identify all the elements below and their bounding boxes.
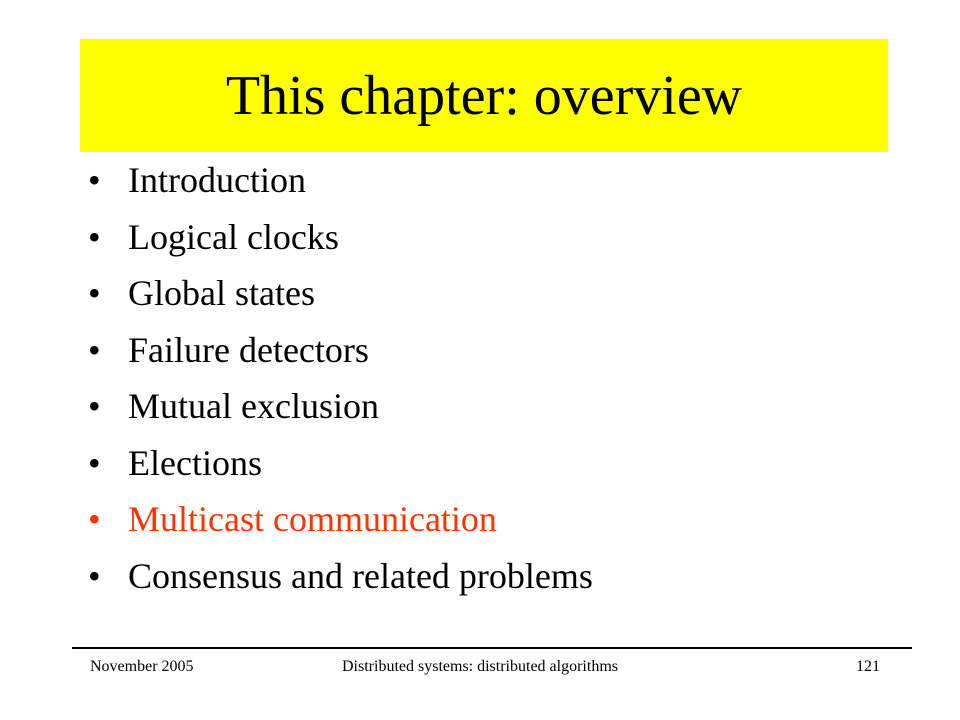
bullet-item-logical-clocks xyxy=(88,209,908,266)
bullet-text: Failure detectors xyxy=(128,329,369,370)
bullet-text: Introduction xyxy=(128,160,306,201)
bullet-text: Logical clocks xyxy=(128,216,339,257)
footer-topic: Distributed systems: distributed algorithms xyxy=(342,658,618,675)
footer-date: November 2005 xyxy=(90,658,194,675)
bullet-item-elections xyxy=(88,435,908,492)
bullet-dot-icon: • xyxy=(88,329,101,370)
bullet-item-multicast-communication xyxy=(88,491,908,548)
overview-bullet-list xyxy=(88,152,908,604)
bullet-item-introduction xyxy=(88,152,908,209)
bullet-text: Consensus and related problems xyxy=(128,555,593,596)
bullet-dot-icon: • xyxy=(88,386,101,427)
bullet-text: Multicast communication xyxy=(128,499,497,540)
bullet-item-failure-detectors xyxy=(88,322,908,379)
bullet-dot-icon: • xyxy=(88,499,101,540)
footer-divider xyxy=(72,647,912,649)
bullet-dot-icon: • xyxy=(88,160,101,201)
bullet-item-consensus xyxy=(88,548,908,605)
slide-title-bar xyxy=(80,39,888,152)
bullet-dot-icon: • xyxy=(88,273,101,314)
bullet-dot-icon: • xyxy=(88,442,101,483)
bullet-dot-icon: • xyxy=(88,555,101,596)
bullet-text: Mutual exclusion xyxy=(128,386,379,427)
bullet-item-global-states xyxy=(88,265,908,322)
bullet-text: Elections xyxy=(128,442,262,483)
bullet-dot-icon: • xyxy=(88,216,101,257)
slide-title: This chapter: overview xyxy=(225,64,743,127)
footer-page-number: 121 xyxy=(856,658,880,675)
bullet-text: Global states xyxy=(128,273,315,314)
bullet-item-mutual-exclusion xyxy=(88,378,908,435)
